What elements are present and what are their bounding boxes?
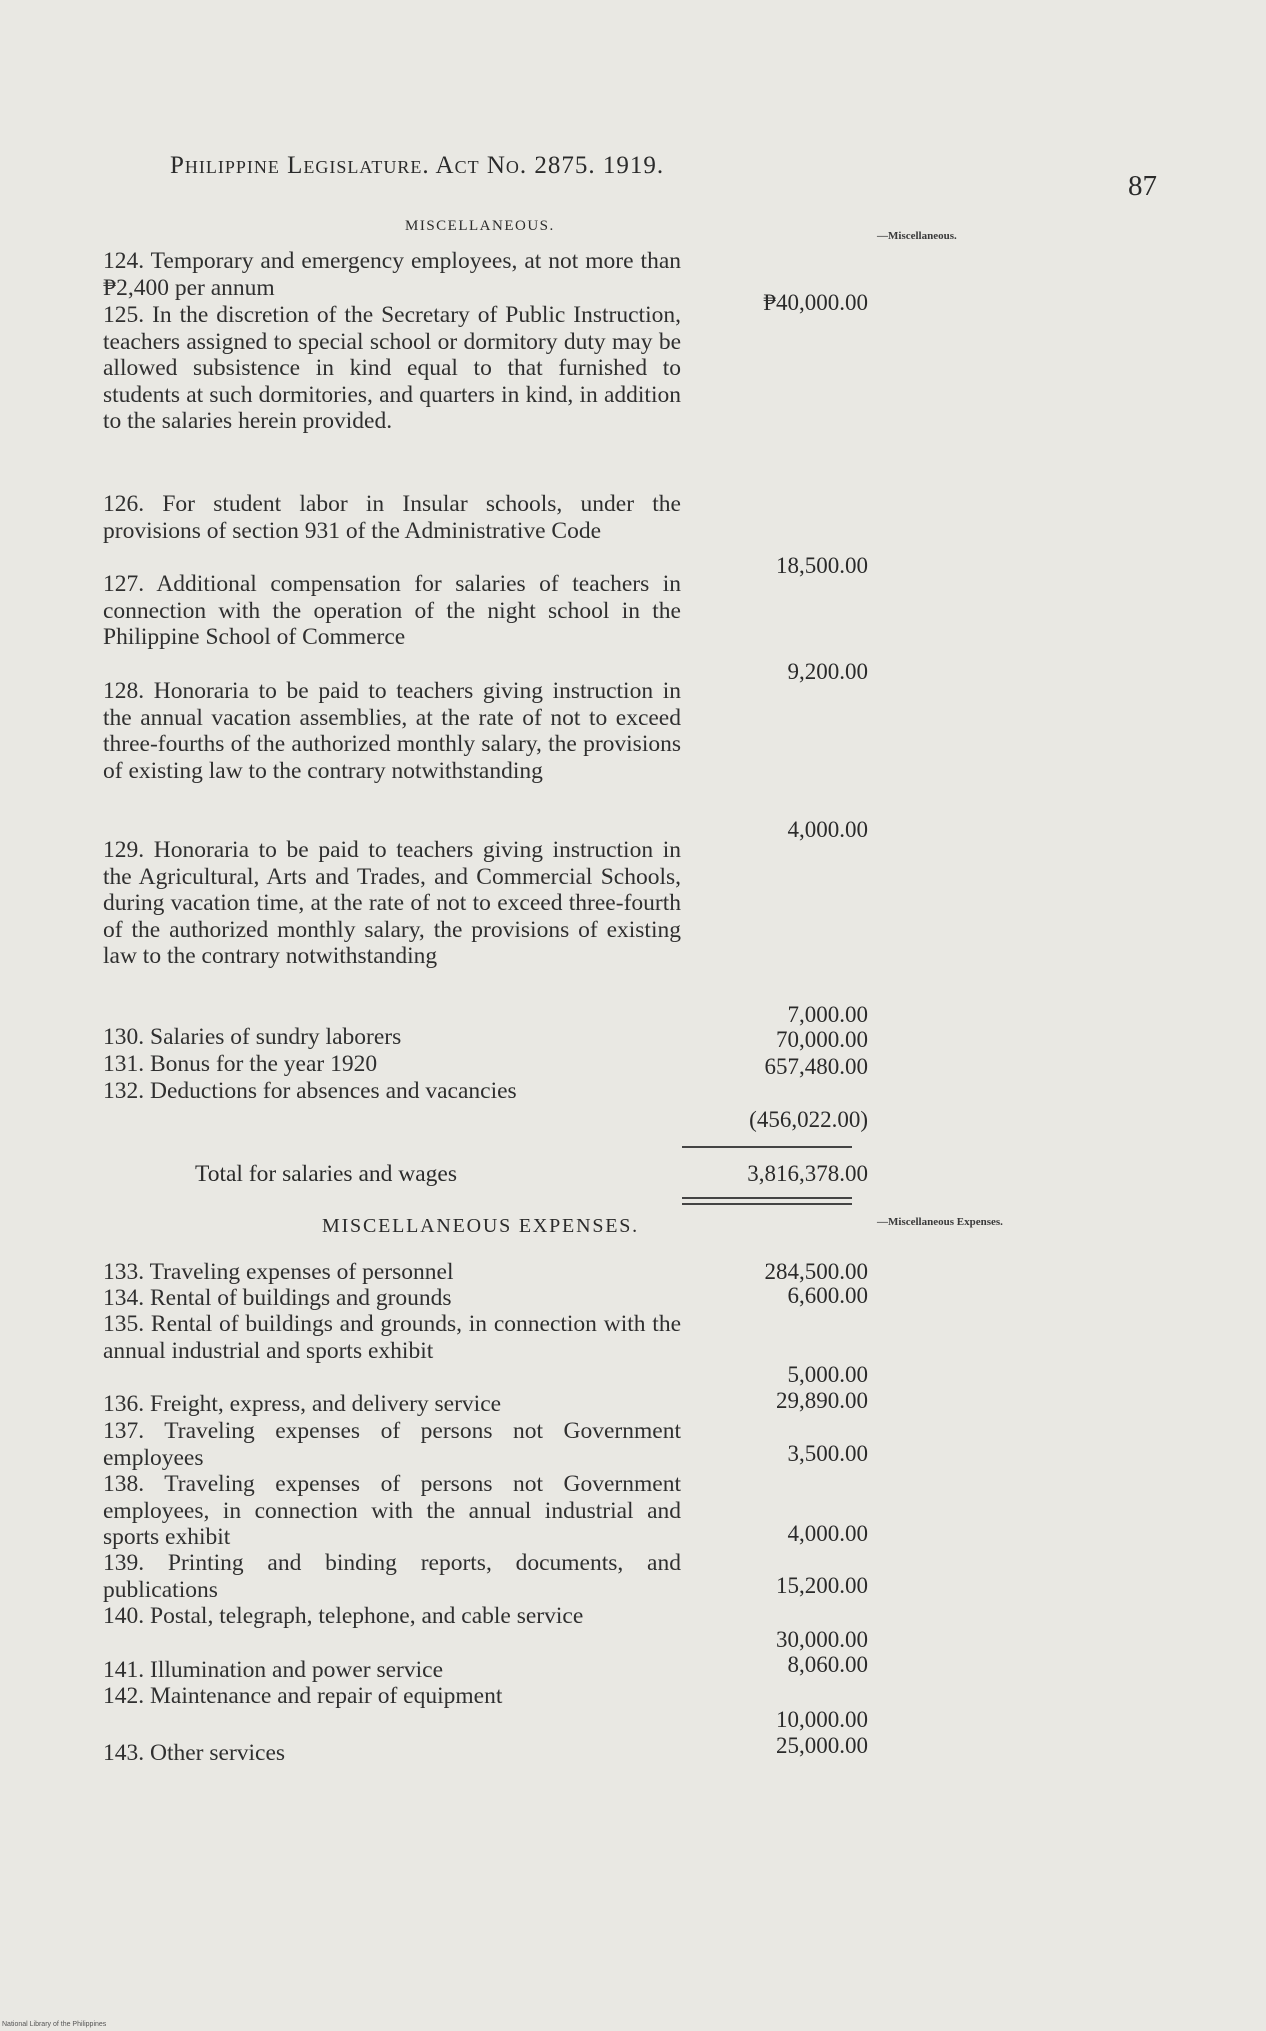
running-head: Philippine Legislature. Act No. 2875. 1919. [170,152,665,179]
total-rule [682,1146,852,1148]
list-item: 136. Freight, express, and delivery service [103,1391,502,1417]
amount: 8,060.00 [787,1652,868,1677]
amount: 657,480.00 [764,1054,868,1079]
list-item: 124. Temporary and emergency employees, at not more than ₱2,400 per annum [103,248,681,301]
double-rule-bottom [682,1203,852,1205]
total-label: Total for salaries and wages [195,1161,457,1187]
list-item: 128. Honoraria to be paid to teachers giving instruction in the annual vacation assemblies, at the rate of not to exceed three-fourths of the authorized monthly salary, the provisions of existing law to the contrary notwithstanding [103,678,681,784]
amount: 5,000.00 [787,1362,868,1387]
list-item: 140. Postal, telegraph, telephone, and cable service [103,1603,584,1629]
source-footer: National Library of the Philippines [2,2021,107,2028]
section-heading-miscellaneous: MISCELLANEOUS. [405,218,555,234]
amount: 284,500.00 [764,1259,868,1284]
list-item: 135. Rental of buildings and grounds, in connection with the annual industrial and sports exhibit [103,1311,681,1364]
list-item: 138. Traveling expenses of persons not Government employees, in connection with the annual industrial and sports exhibit [103,1471,681,1550]
list-item: 131. Bonus for the year 1920 [103,1051,378,1077]
section-heading-miscellaneous-expenses: MISCELLANEOUS EXPENSES. [322,1215,639,1237]
amount: 6,600.00 [787,1283,868,1308]
list-item: 141. Illumination and power service [103,1657,444,1683]
amount: 4,000.00 [787,817,868,842]
list-item: 127. Additional compensation for salaries of teachers in connection with the operation of the night school in the Philippine School of Commerce [103,571,681,650]
list-item: 133. Traveling expenses of personnel [103,1259,454,1285]
list-item: 126. For student labor in Insular schools, under the provisions of section 931 of the Administrative Code [103,491,681,544]
amount: 10,000.00 [776,1707,868,1732]
list-item: 130. Salaries of sundry laborers [103,1024,402,1050]
amount: 70,000.00 [776,1027,868,1052]
list-item: 129. Honoraria to be paid to teachers giving instruction in the Agricultural, Arts and Trades, and Commercial Schools, during vacation time, at the rate of not to exceed three-fourth of the authorized monthly salary, the provisions of existing law to the contrary notwithstanding [103,837,681,969]
list-item: 142. Maintenance and repair of equipment [103,1683,503,1709]
amount: 3,500.00 [787,1441,868,1466]
total-amount: 3,816,378.00 [747,1161,868,1186]
amount: 29,890.00 [776,1388,868,1413]
amount: 25,000.00 [776,1733,868,1758]
amount: 7,000.00 [787,1002,868,1027]
amount: (456,022.00) [749,1107,868,1132]
list-item: 132. Deductions for absences and vacancies [103,1078,517,1104]
list-item: 134. Rental of buildings and grounds [103,1285,452,1311]
amount: 18,500.00 [776,553,868,578]
amount: 30,000.00 [776,1627,868,1652]
margin-note-miscellaneous: —Miscellaneous. [877,230,957,242]
amount: 15,200.00 [776,1573,868,1598]
list-item: 139. Printing and binding reports, documents, and publications [103,1550,681,1603]
list-item: 125. In the discretion of the Secretary of Public Instruction, teachers assigned to special school or dormitory duty may be allowed subsistence in kind equal to that furnished to students at such dormitories, and quarters in kind, in addition to the salaries herein provided. [103,302,681,434]
list-item: 143. Other services [103,1740,286,1766]
amount: 4,000.00 [787,1521,868,1546]
amount: ₱40,000.00 [763,290,868,315]
list-item: 137. Traveling expenses of persons not Government employees [103,1418,681,1471]
amount: 9,200.00 [787,659,868,684]
margin-note-miscellaneous-expenses: —Miscellaneous Expenses. [877,1216,1003,1228]
double-rule-top [682,1197,852,1199]
page-number: 87 [1128,170,1157,202]
